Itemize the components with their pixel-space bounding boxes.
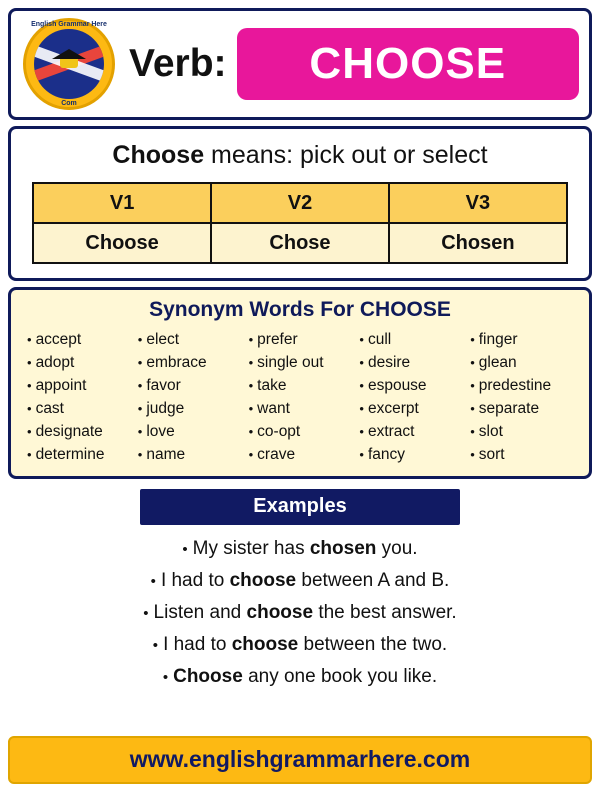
synonym-text: designate bbox=[35, 423, 103, 440]
bullet-icon: • bbox=[359, 424, 364, 439]
list-item bbox=[359, 351, 466, 374]
synonyms-columns bbox=[17, 328, 583, 466]
cell-v3: Chosen bbox=[389, 223, 567, 263]
bullet-icon: • bbox=[470, 355, 475, 370]
bullet-icon: • bbox=[248, 401, 254, 416]
bullet-icon: • bbox=[248, 332, 254, 347]
footer-url[interactable]: www.englishgrammarhere.com bbox=[129, 746, 471, 772]
synonym-text: single out bbox=[257, 354, 324, 371]
synonyms-title bbox=[17, 298, 583, 322]
meaning-means-label: means: bbox=[204, 141, 300, 169]
list-item bbox=[8, 565, 592, 597]
verb-label: Verb: bbox=[129, 42, 227, 85]
synonym-text: excerpt bbox=[367, 400, 419, 417]
bullet-icon: • bbox=[137, 355, 143, 370]
list-item bbox=[470, 397, 577, 420]
bullet-icon: • bbox=[470, 424, 475, 439]
synonym-text: extract bbox=[367, 423, 415, 440]
example-keyword: chosen bbox=[309, 538, 377, 559]
synonym-text: prefer bbox=[257, 331, 298, 348]
logo-text bbox=[21, 16, 117, 112]
list-item bbox=[138, 374, 245, 397]
list-item bbox=[138, 443, 245, 466]
list-item bbox=[359, 374, 466, 397]
synonym-text: cast bbox=[35, 400, 64, 417]
synonym-text: adopt bbox=[35, 354, 75, 371]
logo-text-bottom: Com bbox=[61, 100, 77, 107]
bullet-icon: • bbox=[162, 669, 169, 686]
bullet-icon: • bbox=[143, 605, 149, 622]
bullet-icon: • bbox=[182, 541, 188, 558]
table-row bbox=[33, 223, 567, 263]
list-item bbox=[359, 443, 466, 466]
example-post: between A and B. bbox=[296, 570, 450, 591]
example-post: between the two. bbox=[298, 634, 448, 655]
synonyms-column-3 bbox=[245, 328, 356, 466]
synonyms-title-prefix: Synonym Words For bbox=[149, 298, 360, 321]
bullet-icon: • bbox=[152, 637, 159, 654]
bullet-icon: • bbox=[470, 378, 475, 393]
synonym-text: separate bbox=[478, 400, 540, 417]
bullet-icon: • bbox=[27, 332, 32, 347]
verb-word-box bbox=[237, 28, 579, 100]
list-item bbox=[359, 397, 466, 420]
example-keyword: choose bbox=[231, 634, 299, 655]
meaning-word: Choose bbox=[112, 141, 205, 169]
footer bbox=[8, 736, 592, 784]
list-item bbox=[249, 328, 356, 351]
synonyms-title-verb: CHOOSE bbox=[359, 298, 451, 321]
synonym-text: slot bbox=[478, 423, 503, 440]
list-item bbox=[27, 420, 134, 443]
bullet-icon: • bbox=[359, 332, 364, 347]
list-item bbox=[8, 629, 592, 661]
example-pre: Listen and bbox=[153, 602, 247, 623]
synonym-text: judge bbox=[146, 400, 185, 417]
list-item bbox=[359, 420, 466, 443]
synonyms-section bbox=[8, 287, 592, 479]
bullet-icon: • bbox=[470, 401, 475, 416]
bullet-icon: • bbox=[27, 401, 32, 416]
synonym-text: sort bbox=[478, 446, 505, 463]
list-item bbox=[8, 533, 592, 565]
bullet-icon: • bbox=[248, 378, 254, 393]
list-item bbox=[470, 351, 577, 374]
logo-text-top: English Grammar Here bbox=[31, 21, 107, 28]
list-item bbox=[470, 328, 577, 351]
bullet-icon: • bbox=[248, 447, 254, 462]
synonym-text: cull bbox=[367, 331, 392, 348]
bullet-icon: • bbox=[137, 332, 143, 347]
synonym-text: name bbox=[146, 446, 186, 463]
cell-v1: Choose bbox=[33, 223, 211, 263]
bullet-icon: • bbox=[359, 378, 364, 393]
meaning-section bbox=[8, 126, 592, 281]
bullet-icon: • bbox=[137, 378, 143, 393]
synonyms-column-2 bbox=[134, 328, 245, 466]
synonym-text: accept bbox=[35, 331, 82, 348]
examples-heading: Examples bbox=[140, 489, 460, 525]
list-item bbox=[27, 443, 134, 466]
synonym-text: glean bbox=[478, 354, 517, 371]
synonym-text: finger bbox=[478, 331, 518, 348]
header bbox=[8, 8, 592, 120]
example-post: any one book you like. bbox=[242, 666, 438, 687]
example-keyword: choose bbox=[246, 602, 314, 623]
synonym-text: crave bbox=[257, 446, 296, 463]
synonym-text: desire bbox=[367, 354, 411, 371]
list-item bbox=[249, 443, 356, 466]
table-header-row bbox=[33, 183, 567, 223]
synonym-text: take bbox=[257, 377, 287, 394]
synonym-text: elect bbox=[146, 331, 180, 348]
synonyms-column-5 bbox=[466, 328, 577, 466]
synonyms-column-4 bbox=[355, 328, 466, 466]
synonym-text: embrace bbox=[146, 354, 207, 371]
list-item bbox=[138, 351, 245, 374]
list-item bbox=[249, 374, 356, 397]
synonym-text: espouse bbox=[367, 377, 427, 394]
list-item bbox=[138, 328, 245, 351]
list-item bbox=[138, 420, 245, 443]
list-item bbox=[470, 420, 577, 443]
list-item bbox=[470, 443, 577, 466]
list-item bbox=[8, 597, 592, 629]
list-item bbox=[27, 328, 134, 351]
synonym-text: appoint bbox=[35, 377, 87, 394]
meaning-definition: pick out or select bbox=[299, 141, 488, 169]
example-keyword: choose bbox=[229, 570, 297, 591]
column-header-v2: V2 bbox=[211, 183, 389, 223]
example-pre: I had to bbox=[160, 570, 230, 591]
bullet-icon: • bbox=[137, 447, 143, 462]
synonym-text: predestine bbox=[478, 377, 552, 394]
meaning-line bbox=[21, 141, 579, 170]
verb-word: CHOOSE bbox=[309, 39, 507, 88]
example-pre: My sister has bbox=[192, 538, 310, 559]
list-item bbox=[27, 351, 134, 374]
list-item bbox=[138, 397, 245, 420]
bullet-icon: • bbox=[137, 424, 143, 439]
example-post: the best answer. bbox=[313, 602, 457, 623]
cell-v2: Chose bbox=[211, 223, 389, 263]
site-logo bbox=[21, 16, 117, 112]
synonym-text: determine bbox=[35, 446, 105, 463]
bullet-icon: • bbox=[27, 424, 32, 439]
verb-forms-table bbox=[32, 182, 568, 264]
examples-list bbox=[8, 533, 592, 693]
bullet-icon: • bbox=[248, 355, 254, 370]
bullet-icon: • bbox=[248, 424, 254, 439]
bullet-icon: • bbox=[27, 447, 32, 462]
synonym-text: want bbox=[257, 400, 290, 417]
bullet-icon: • bbox=[470, 447, 475, 462]
synonym-text: co-opt bbox=[257, 423, 301, 440]
bullet-icon: • bbox=[27, 378, 32, 393]
bullet-icon: • bbox=[359, 447, 364, 462]
synonyms-column-1 bbox=[23, 328, 134, 466]
bullet-icon: • bbox=[137, 401, 143, 416]
list-item bbox=[249, 420, 356, 443]
example-keyword: Choose bbox=[173, 666, 243, 687]
example-pre: I had to bbox=[163, 634, 232, 655]
list-item bbox=[249, 397, 356, 420]
list-item bbox=[8, 661, 592, 693]
list-item bbox=[27, 397, 134, 420]
bullet-icon: • bbox=[150, 573, 156, 590]
column-header-v3: V3 bbox=[389, 183, 567, 223]
list-item bbox=[359, 328, 466, 351]
example-post: you. bbox=[376, 538, 418, 559]
synonym-text: love bbox=[146, 423, 175, 440]
column-header-v1: V1 bbox=[33, 183, 211, 223]
list-item bbox=[249, 351, 356, 374]
bullet-icon: • bbox=[27, 355, 32, 370]
synonym-text: fancy bbox=[367, 446, 406, 463]
bullet-icon: • bbox=[359, 355, 364, 370]
list-item bbox=[470, 374, 577, 397]
bullet-icon: • bbox=[470, 332, 475, 347]
bullet-icon: • bbox=[359, 401, 364, 416]
list-item bbox=[27, 374, 134, 397]
synonym-text: favor bbox=[146, 377, 181, 394]
